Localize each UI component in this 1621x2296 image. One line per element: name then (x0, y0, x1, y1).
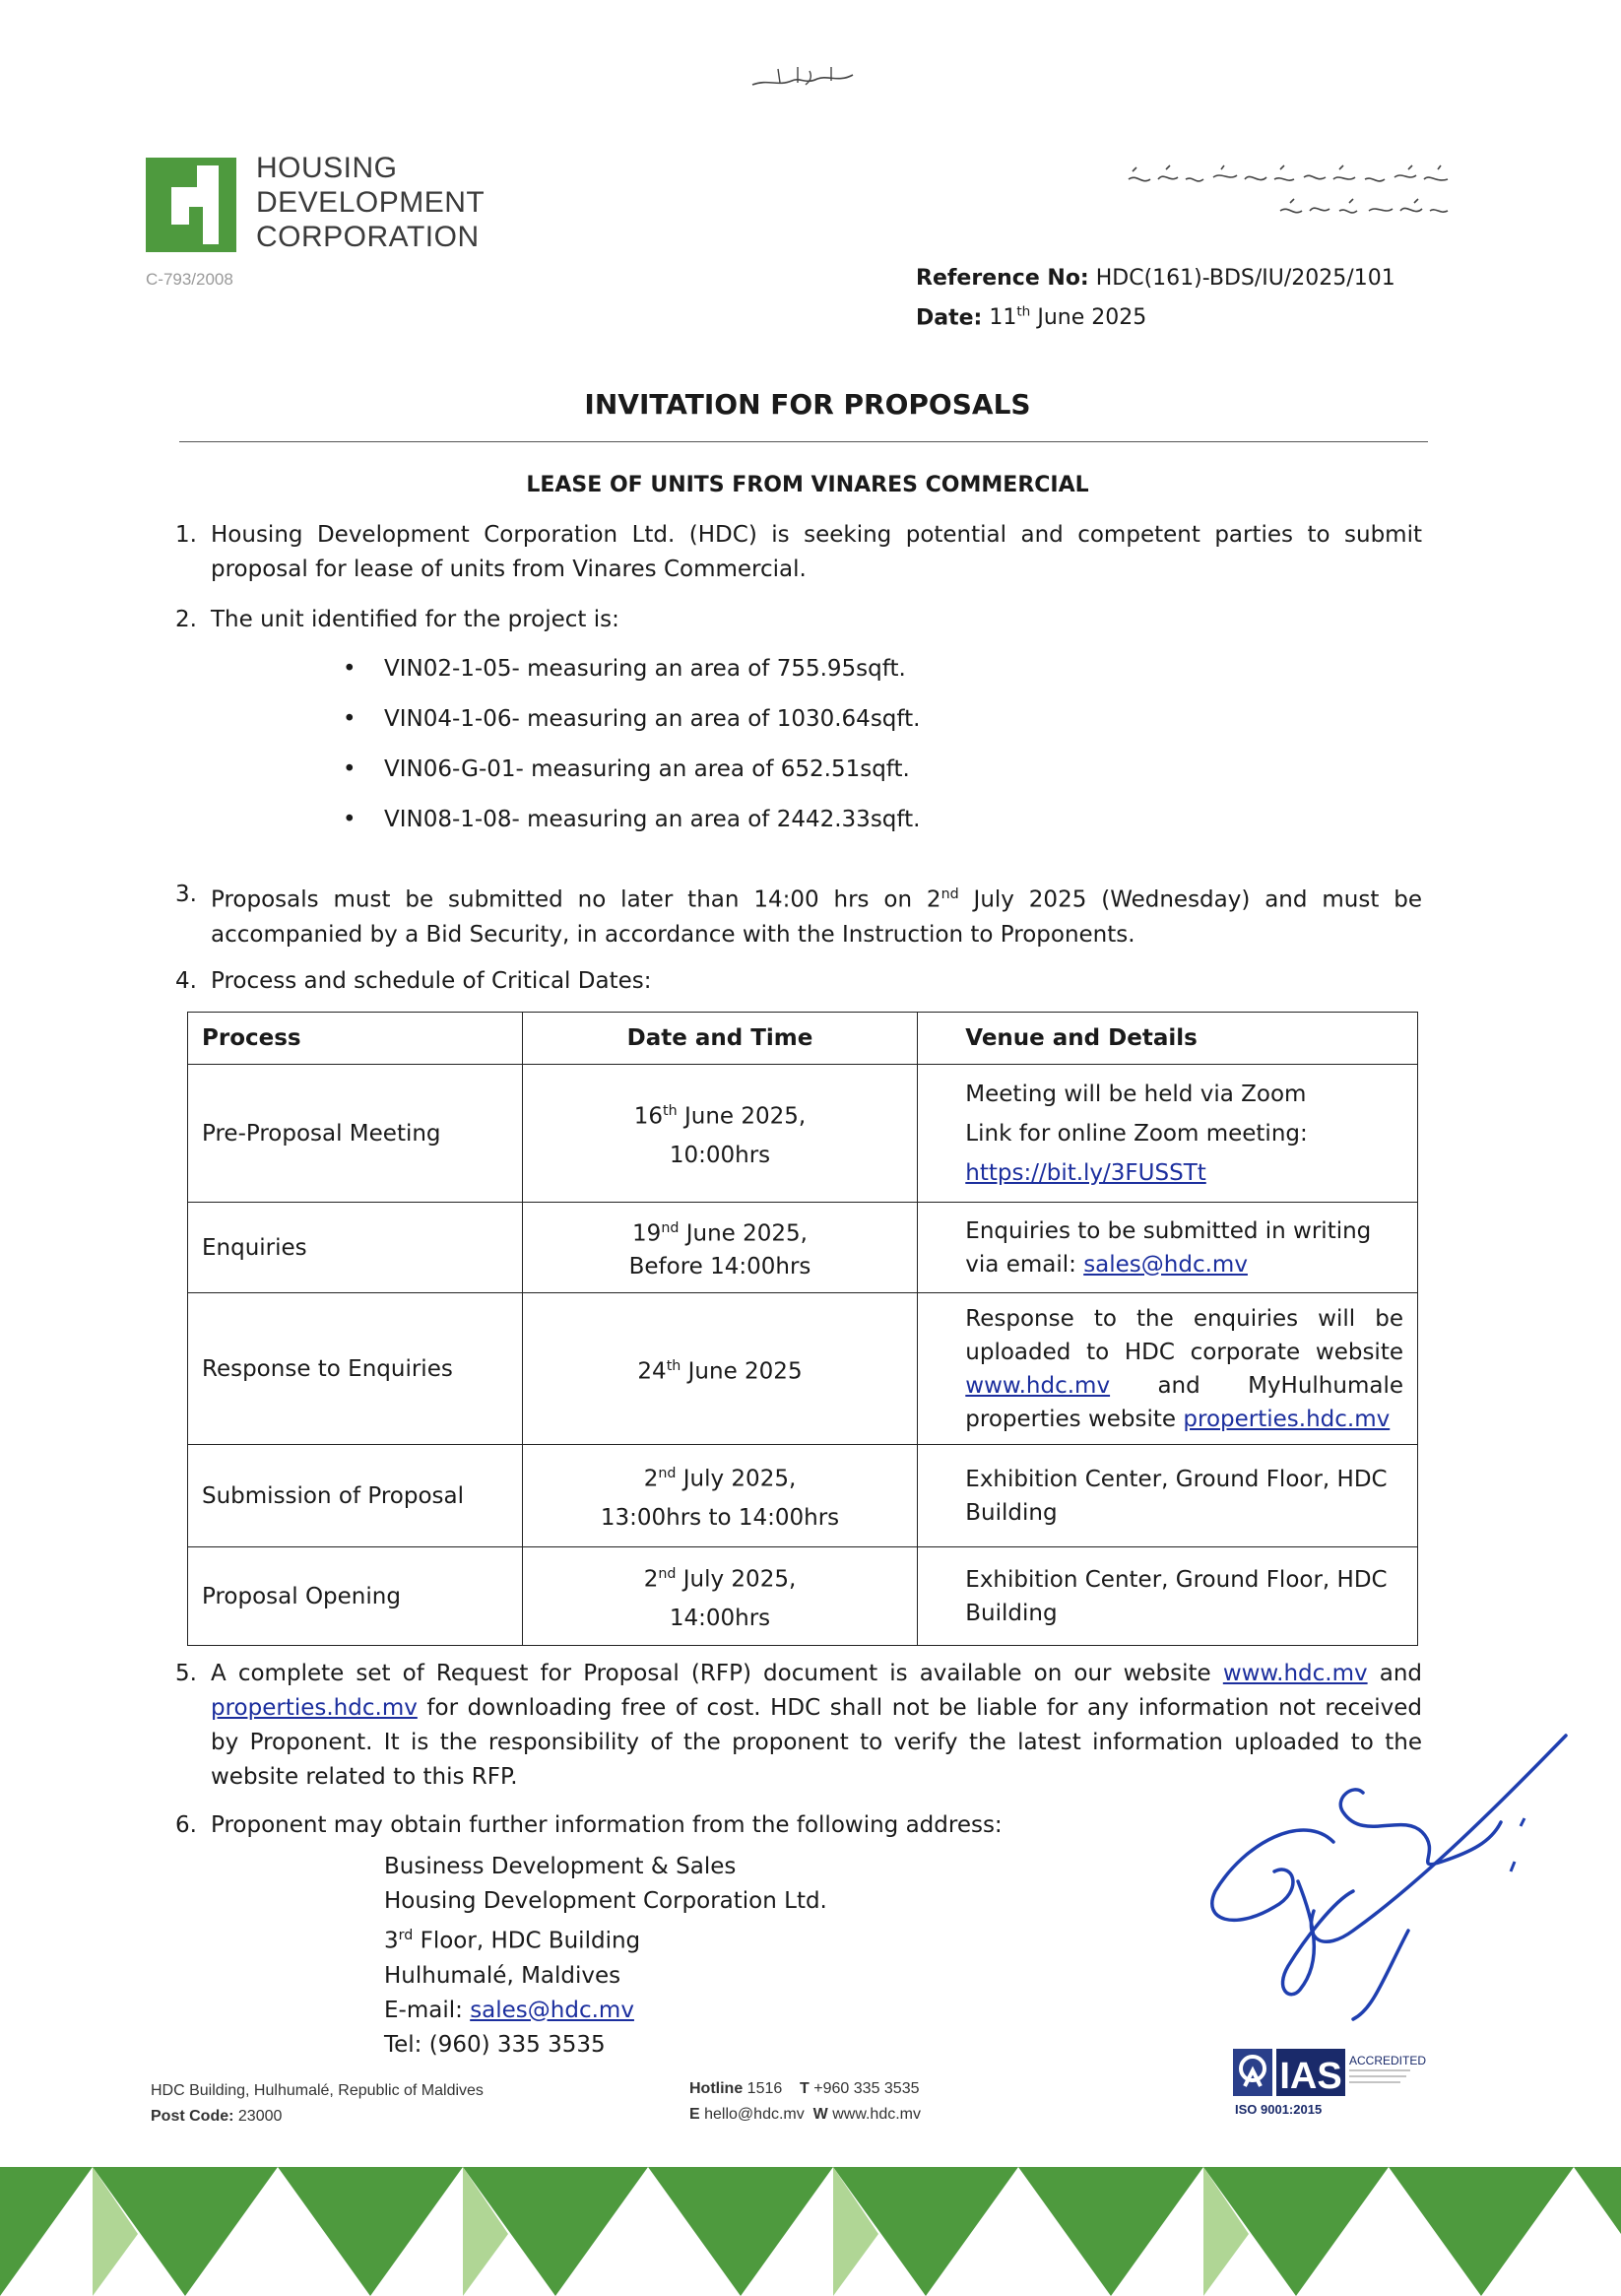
column-header-date: Date and Time (522, 1013, 918, 1065)
table-row: Pre-Proposal Meeting 16th June 2025, 10:00hrs Meeting will be held via Zoom Link for online Zoom meeting: https://bit.ly/3FUSSTt (188, 1065, 1418, 1203)
website-link[interactable]: www.hdc.mv (1222, 1661, 1368, 1686)
table-row: Response to Enquiries 24th June 2025 Response to the enquiries will be uploaded to HDC corporate website www.hdc.mv and MyHulhumale properties website properties.hdc.mv (188, 1293, 1418, 1445)
bismillah-calligraphy (748, 61, 857, 95)
reference-number: HDC(161)-BDS/IU/2025/101 (1095, 266, 1395, 291)
list-item-3: 3. Proposals must be submitted no later than 14:00 hrs on 2nd July 2025 (Wednesday) and must be accompanied by a Bid Security, in accordance with the Instruction to Proponents. (175, 882, 1422, 948)
ias-logo-text: IAS (1279, 2056, 1342, 2097)
title-divider (179, 441, 1428, 442)
footer-contact: Hotline 1516 T +960 335 3535 E hello@hdc.mv W www.hdc.mv (689, 2080, 921, 2123)
table-row: Proposal Opening 2nd July 2025, 14:00hrs Exhibition Center, Ground Floor, HDC Building (188, 1547, 1418, 1646)
signature (1205, 1724, 1580, 2039)
properties-website-link[interactable]: properties.hdc.mv (1183, 1406, 1391, 1432)
iso-label: ISO 9001:2015 (1235, 2102, 1323, 2117)
reference-block (916, 262, 1395, 335)
list-item-2: 2. The unit identified for the project is: (175, 607, 619, 632)
schedule-table (187, 1012, 1418, 1646)
unit-list (343, 644, 920, 845)
hdc-logo-icon (146, 158, 236, 252)
registration-number: C-793/2008 (146, 270, 233, 289)
reference-label: Reference No: (916, 266, 1089, 291)
list-item-5: 5. A complete set of Request for Proposal (RFP) document is available on our website www.hdc.mv and properties.hdc.mv for downloading free of cost. HDC shall not be liable for any information not received by Proponent. It is the responsibility of the proponent to verify the latest information uploaded to the website related to this RFP. (175, 1661, 1422, 1790)
zoom-link[interactable]: https://bit.ly/3FUSSTt (965, 1159, 1206, 1186)
accredited-label: ACCREDITED (1349, 2054, 1427, 2067)
list-item-4: 4. Process and schedule of Critical Dates: (175, 968, 652, 994)
properties-link[interactable]: properties.hdc.mv (211, 1695, 418, 1721)
date-label: Date: (916, 305, 983, 331)
table-row: Enquiries 19nd June 2025, Before 14:00hrs Enquiries to be submitted in writing via email: sales@hdc.mv (188, 1203, 1418, 1293)
decorative-triangle-band (0, 2155, 1621, 2296)
document-date: 11th June 2025 (989, 304, 1147, 331)
table-header-row (188, 1013, 1418, 1065)
table-row: Submission of Proposal 2nd July 2025, 13:00hrs to 14:00hrs Exhibition Center, Ground Floor, HDC Building (188, 1445, 1418, 1547)
ias-accreditation-badge (1233, 2041, 1450, 2124)
unit-item: • VIN06-G-01- measuring an area of 652.51sqft. (343, 756, 910, 782)
column-header-process: Process (188, 1013, 523, 1065)
dhivehi-company-name (1123, 158, 1458, 223)
unit-item: • VIN08-1-08- measuring an area of 2442.33sqft. (343, 807, 921, 832)
footer-address: HDC Building, Hulhumalé, Republic of Maldives Post Code: 23000 (151, 2082, 484, 2125)
enquiry-email-link[interactable]: sales@hdc.mv (1083, 1251, 1248, 1278)
contact-email-link[interactable]: sales@hdc.mv (470, 1997, 634, 2023)
list-item-1: 1. Housing Development Corporation Ltd. (HDC) is seeking potential and competent parties to submit proposal for lease of units from Vinares Commercial. (175, 522, 1422, 582)
hdc-website-link[interactable]: www.hdc.mv (965, 1372, 1111, 1399)
column-header-venue: Venue and Details (918, 1013, 1418, 1065)
contact-address: Business Development & Sales Housing Development Corporation Ltd. 3rd Floor, HDC Building Hulhumalé, Maldives E-mail: sales@hdc.mv Tel: (960) 335 3535 (384, 1854, 827, 2058)
unit-item: • VIN04-1-06- measuring an area of 1030.64sqft. (343, 706, 921, 732)
page-title: INVITATION FOR PROPOSALS (584, 388, 1031, 421)
page-subtitle: LEASE OF UNITS FROM VINARES COMMERCIAL (526, 473, 1089, 497)
unit-item: • VIN02-1-05- measuring an area of 755.95sqft. (343, 656, 906, 682)
list-item-6: 6. Proponent may obtain further information from the following address: (175, 1812, 1003, 1838)
company-name: HOUSING DEVELOPMENT CORPORATION (256, 152, 486, 253)
